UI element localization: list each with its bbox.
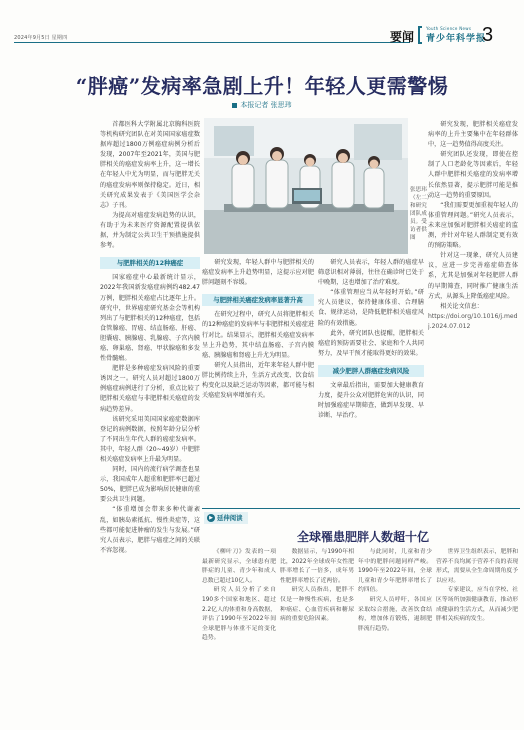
paragraph: 研究发现，年轻人群中与肥胖相关的癌症发病率上升趋势明显，这提示应对肥胖问题刻不容缓。 xyxy=(202,259,314,287)
paragraph: 研究人员表示，年轻人群的癌症早筛意识相对薄弱，往往在确诊时已处于中晚期，这也增加了治疗难度。 xyxy=(318,259,424,287)
paragraph: 为提高对癌症发病趋势的认识，有助于为未来医疗资源配置提供依据，并为制定公共卫生干预措施提供参考。 xyxy=(100,211,200,250)
article-column-3 xyxy=(318,258,424,506)
paragraph: 数据显示，与1990年相比，2022年全球成年女性肥胖率增长了一倍多，成年男性肥胖率增长了近两倍。 xyxy=(280,549,354,584)
section-bracket xyxy=(418,26,422,44)
paragraph: 此外，研究团队也提醒，肥胖相关癌症的预防需要社会、家庭和个人共同努力，及早干预才能取得更好的效果。 xyxy=(318,329,424,357)
paragraph: 研究人员指出，近年来年轻人群中肥胖比例持续上升，生活方式改变、饮食结构变化以及缺乏运动等因素，都可能与相关癌症发病率增加有关。 xyxy=(202,361,314,400)
paragraph: “我们需要更加重视年轻人的体重管理问题。”研究人员表示，未来应加强对肥胖相关癌症的监测，并针对年轻人群制定更有效的预防策略。 xyxy=(428,201,518,250)
lab-scene-image xyxy=(204,118,408,254)
subheading: 减少肥胖人群癌症发病风险 xyxy=(318,365,424,377)
subheading: 与肥胖相关癌症发病率显著升高 xyxy=(202,294,314,306)
paragraph: 与此同时，儿童和青少年中的肥胖问题同样严峻。1990年至2022年间，全球儿童和青少年肥胖率增长了约四倍。 xyxy=(358,549,432,594)
paragraph: “体重增加会带来多种代谢紊乱，如胰岛素抵抗、慢性炎症等，这些都可能促进肿瘤的发生与发展。”研究人员表示，肥胖与癌症之间的关联不容忽视。 xyxy=(100,506,200,554)
paragraph: 相关论文信息： xyxy=(440,302,483,310)
paragraph: 国家癌症中心最新统计显示，2022年我国新发癌症病例约482.47万例，肥胖相关癌症占比逐年上升。研究中，世界癌症研究基金会等机构列出了与肥胖相关的12种癌症，包括食管腺癌、胃癌、结直肠癌、肝癌、胆囊癌、胰腺癌、乳腺癌、子宫内膜癌、卵巢癌、肾癌、甲状腺癌和多发性骨髓瘤。 xyxy=(100,274,200,363)
paragraph: “体重管理应当从年轻时开始。”研究人员建议，保持健康体重、合理膳食、规律运动，是降低肥胖相关癌症风险的有效措施。 xyxy=(318,289,424,327)
paragraph: 《柳叶刀》发表的一项最新研究显示，全球患有肥胖症的儿童、青少年和成人总数已超过10亿人。 xyxy=(202,549,276,584)
page-number: 3 xyxy=(482,24,494,46)
article-title: “胖癌”发病率急剧上升！年轻人更需警惕 xyxy=(75,74,449,98)
photo-caption: 张思玮（左二）和研究团队成员。受访者供图 xyxy=(410,187,430,241)
extension-title: 全球罹患肥胖人数超十亿 xyxy=(296,530,429,544)
extension-badge-label: 延伸阅读 xyxy=(217,514,243,522)
doi-link[interactable]: https://doi.org/10.1016/j.medj.2024.07.012 xyxy=(428,312,518,330)
brand-name: 青少年科学报 xyxy=(426,34,487,44)
extension-rule xyxy=(202,508,520,509)
paragraph: 研究人员指出，肥胖不仅是一种慢性疾病，也是多种癌症、心血管疾病和糖尿病的重要危险因素。 xyxy=(280,587,354,623)
extension-column-1 xyxy=(202,548,276,720)
article-column-2 xyxy=(202,258,314,506)
subheading: 与肥胖相关的12种癌症 xyxy=(100,257,200,269)
article-column-4 xyxy=(428,120,518,512)
paragraph: 专家建议，应当在学校、社区等场所加强健康教育，推动形成健康的生活方式，从而减少肥胖相关疾病的发生。 xyxy=(436,587,518,623)
paragraph: 该研究采用美国国家癌症数据库登记的病例数据，按照年龄分层分析了不同出生年代人群的癌症发病率。其中，年轻人群（20~49岁）中肥胖相关癌症发病率上升最为明显。 xyxy=(100,415,200,463)
page-header xyxy=(0,0,524,46)
header-rule xyxy=(14,42,410,43)
arrow-icon: ▶ xyxy=(207,514,215,522)
brand-english: Youth Science News xyxy=(426,26,472,31)
paragraph: 针对这一现象，研究人员建议，应进一步完善癌症筛查体系，尤其是加强对年轻肥胖人群的早期筛查，同时推广健康生活方式，从源头上降低癌症风险。 xyxy=(428,252,518,300)
paragraph: 在研究过程中，研究人员将肥胖相关的12种癌症的发病率与非肥胖相关癌症进行对比。结果显示，肥胖相关癌症发病率呈上升趋势，其中结直肠癌、子宫内膜癌、胰腺癌和肾癌上升尤为明显。 xyxy=(202,311,314,359)
extension-column-3 xyxy=(358,548,432,720)
paragraph: 研究团队还发现，即使在控制了人口老龄化等因素后，年轻人群中肥胖相关癌症的发病率增长依然显著，提示肥胖可能是推动这一趋势的重要原因。 xyxy=(428,151,518,199)
article-photo xyxy=(204,118,408,254)
byline-text: 本报记者 张思玮 xyxy=(240,101,292,109)
article-column-1 xyxy=(100,120,200,718)
issue-date: 2024年9月5日 星期四 xyxy=(14,35,68,41)
paragraph: 世界卫生组织表示，肥胖和营养不良均属于营养不良的表现形式，需要从全生命周期角度予以应对。 xyxy=(436,549,518,584)
byline-marker xyxy=(232,103,237,108)
paragraph: 研究人员呼吁，各国应采取综合措施，改善饮食结构，增加体育锻炼，遏制肥胖流行趋势。 xyxy=(358,596,432,632)
section-name: 要闻 xyxy=(390,30,415,44)
extension-badge xyxy=(204,512,248,524)
paragraph: 文章最后指出，需要加大健康教育力度，提升公众对肥胖危害的认识，同时加强癌症早期筛查，做到早发现、早诊断、早治疗。 xyxy=(318,382,424,420)
paragraph: 肥胖是多种癌症发病风险的重要诱因之一。研究人员对超过1800万例癌症病例进行了分析，重点比较了肥胖相关癌症与非肥胖相关癌症的发病趋势差异。 xyxy=(100,365,200,413)
byline xyxy=(0,100,524,110)
paragraph: 首都医科大学附属北京胸科医院等机构研究团队在对美国国家癌症数据库超过1800万例癌症病例分析后发现，2007年至2021年，美国与肥胖相关的癌症发病率上升，这一增长在年轻人中尤为明显，而与肥胖无关的癌症发病率则保持稳定。近日，相关研究成果发表于《美国医学会杂志》子刊。 xyxy=(100,121,200,209)
extension-column-2 xyxy=(280,548,354,720)
paragraph: 研究发现，肥胖相关癌症发病率的上升主要集中在年轻群体中，这一趋势值得高度关注。 xyxy=(428,121,518,149)
paragraph: 同时，国内的流行病学调查也显示，我国成年人超重和肥胖率已超过50%，肥胖已成为影响居民健康的重要公共卫生问题。 xyxy=(100,466,200,504)
paragraph: 研究人员分析了来自190多个国家和地区、超过2.2亿人的体重和身高数据，评估了1990年至2022年间全球肥胖与体重不足的变化趋势。 xyxy=(202,587,276,642)
extension-column-4 xyxy=(436,548,518,720)
